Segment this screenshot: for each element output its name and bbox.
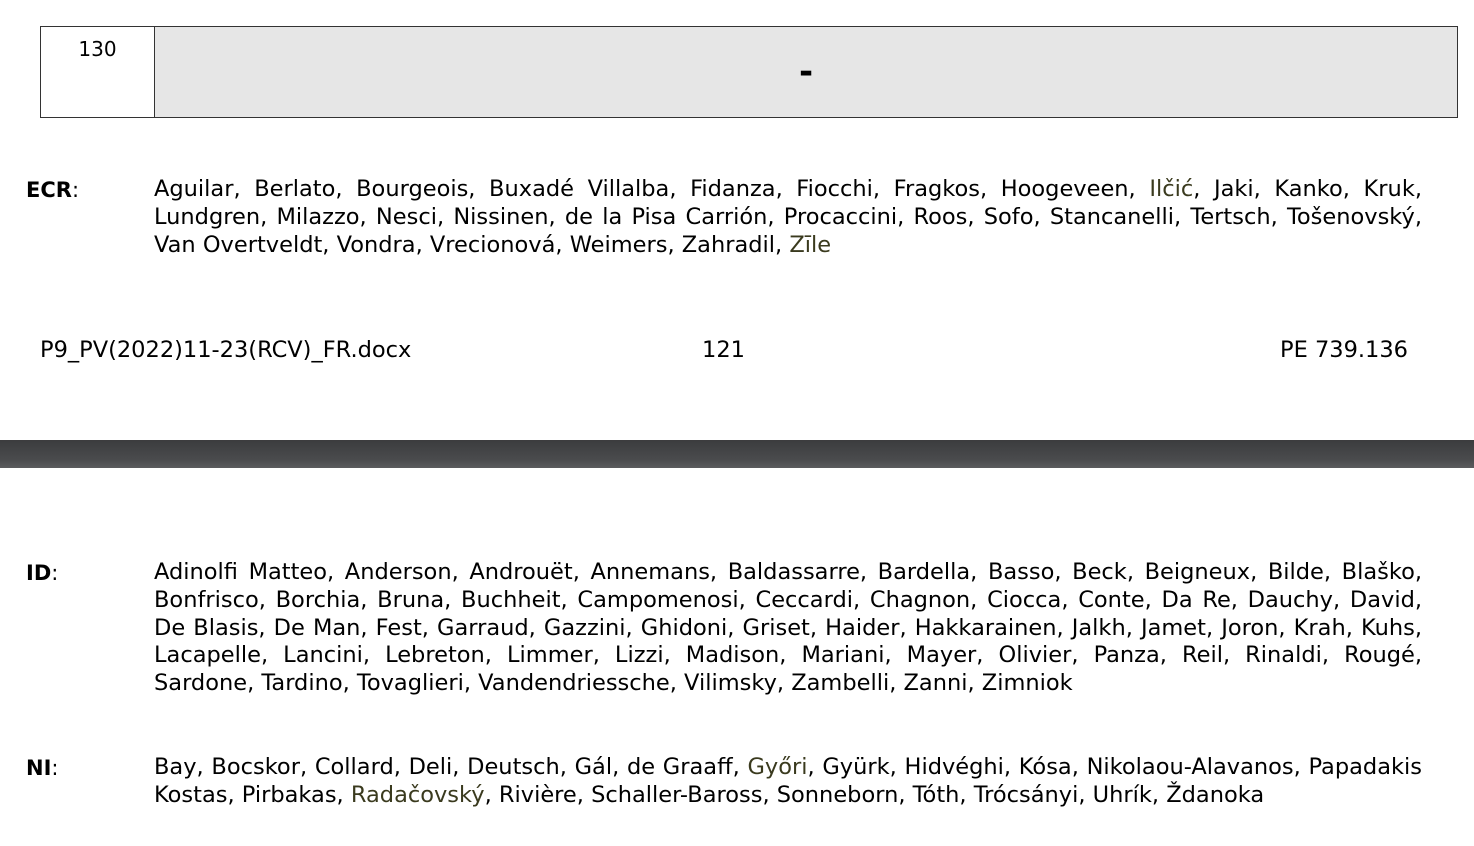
page-separator <box>0 440 1474 468</box>
group-ni <box>26 754 1422 810</box>
vote-number-cell: 130 <box>41 27 155 117</box>
group-names-id: Adinolfi Matteo, Anderson, Androuët, Annemans, Baldassarre, Bardella, Basso, Beck, Beigneux, Bilde, Blaško, Bonfrisco, Borchia, Bruna, Buchheit, Campomenosi, Ceccardi, Chagnon, Ciocca, Conte, Da Re, Dauchy, David, De Blasis, De Man, Fest, Garraud, Gazzini, Ghidoni, Griset, Haider, Hakkarainen, Jalkh, Jamet, Joron, Krah, Kuhs, Lacapelle, Lancini, Lebreton, Limmer, Lizzi, Madison, Mariani, Mayer, Olivier, Panza, Reil, Rinaldi, Rougé, Sardone, Tardino, Tovaglieri, Vandendriessche, Vilimsky, Zambelli, Zanni, Zimniok <box>154 559 1422 697</box>
group-names-ni: Bay, Bocskor, Collard, Deli, Deutsch, Gál, de Graaff, Győri, Gyürk, Hidvéghi, Kósa, Nikolaou-Alavanos, Papadakis Kostas, Pirbakas, Radačovský, Rivière, Schaller-Baross, Sonneborn, Tóth, Trócsányi, Uhrík, Ždanoka <box>154 754 1422 808</box>
footer-filename: P9_PV(2022)11-23(RCV)_FR.docx <box>40 337 412 363</box>
group-label-id: ID: <box>26 561 59 585</box>
group-ecr <box>26 176 1422 259</box>
footer-page-number: 121 <box>702 337 745 363</box>
vote-table <box>40 26 1458 118</box>
group-label-ecr: ECR: <box>26 178 80 202</box>
footer-reference: PE 739.136 <box>1280 337 1408 363</box>
group-names-ecr: Aguilar, Berlato, Bourgeois, Buxadé Villalba, Fidanza, Fiocchi, Fragkos, Hoogeveen, Ilčić, Jaki, Kanko, Kruk, Lundgren, Milazzo, Nesci, Nissinen, de la Pisa Carrión, Procaccini, Roos, Sofo, Stancanelli, Tertsch, Tošenovský, Van Overtveldt, Vondra, Vrecionová, Weimers, Zahradil, Zīle <box>154 176 1422 258</box>
group-label-ni: NI: <box>26 756 59 780</box>
group-id <box>26 559 1422 698</box>
vote-result-cell: - <box>155 27 1457 117</box>
